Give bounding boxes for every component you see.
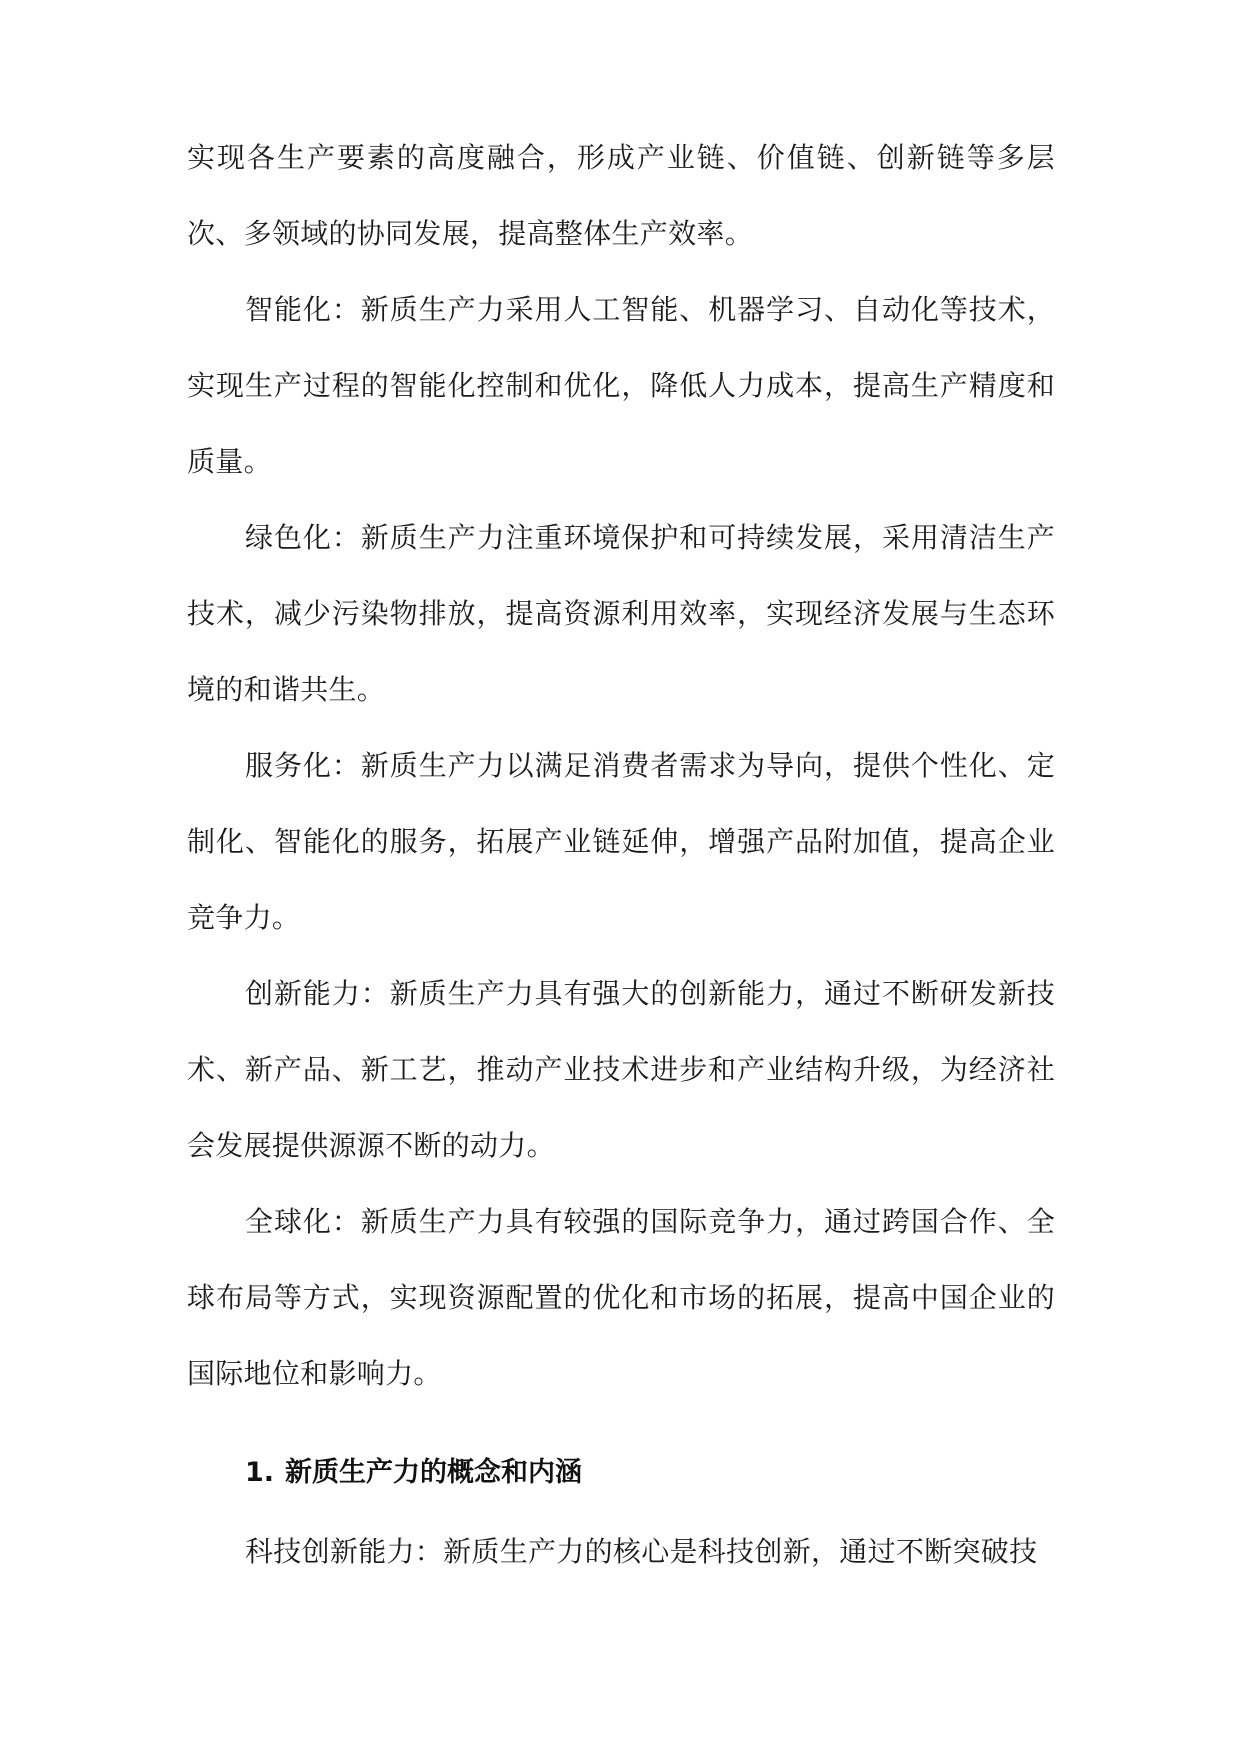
section-title: 新质生产力的概念和内涵 (285, 1457, 582, 1488)
body-text-block-2 (187, 1514, 1055, 1590)
paragraph-green: 绿色化：新质生产力注重环境保护和可持续发展，采用清洁生产技术，减少污染物排放，提高资源利用效率，实现经济发展与生态环境的和谐共生。 (187, 521, 1055, 706)
section-heading (245, 1453, 582, 1493)
paragraph-intelligent: 智能化：新质生产力采用人工智能、机器学习、自动化等技术，实现生产过程的智能化控制和优化，降低人力成本，提高生产精度和质量。 (187, 293, 1055, 478)
body-text-block (187, 120, 1055, 1412)
paragraph-service: 服务化：新质生产力以满足消费者需求为导向，提供个性化、定制化、智能化的服务，拓展产业链延伸，增强产品附加值，提高企业竞争力。 (187, 749, 1055, 934)
paragraph-tech-innovation: 科技创新能力：新质生产力的核心是科技创新，通过不断突破技 (245, 1535, 1038, 1568)
paragraph-global: 全球化：新质生产力具有较强的国际竞争力，通过跨国合作、全球布局等方式，实现资源配置的优化和市场的拓展，提高中国企业的国际地位和影响力。 (187, 1205, 1055, 1390)
paragraph-innovation: 创新能力：新质生产力具有强大的创新能力，通过不断研发新技术、新产品、新工艺，推动产业技术进步和产业结构升级，为经济社会发展提供源源不断的动力。 (187, 977, 1055, 1162)
section-number: 1. (245, 1457, 275, 1488)
paragraph-continuation: 实现各生产要素的高度融合，形成产业链、价值链、创新链等多层次、多领域的协同发展，提高整体生产效率。 (187, 141, 1055, 250)
